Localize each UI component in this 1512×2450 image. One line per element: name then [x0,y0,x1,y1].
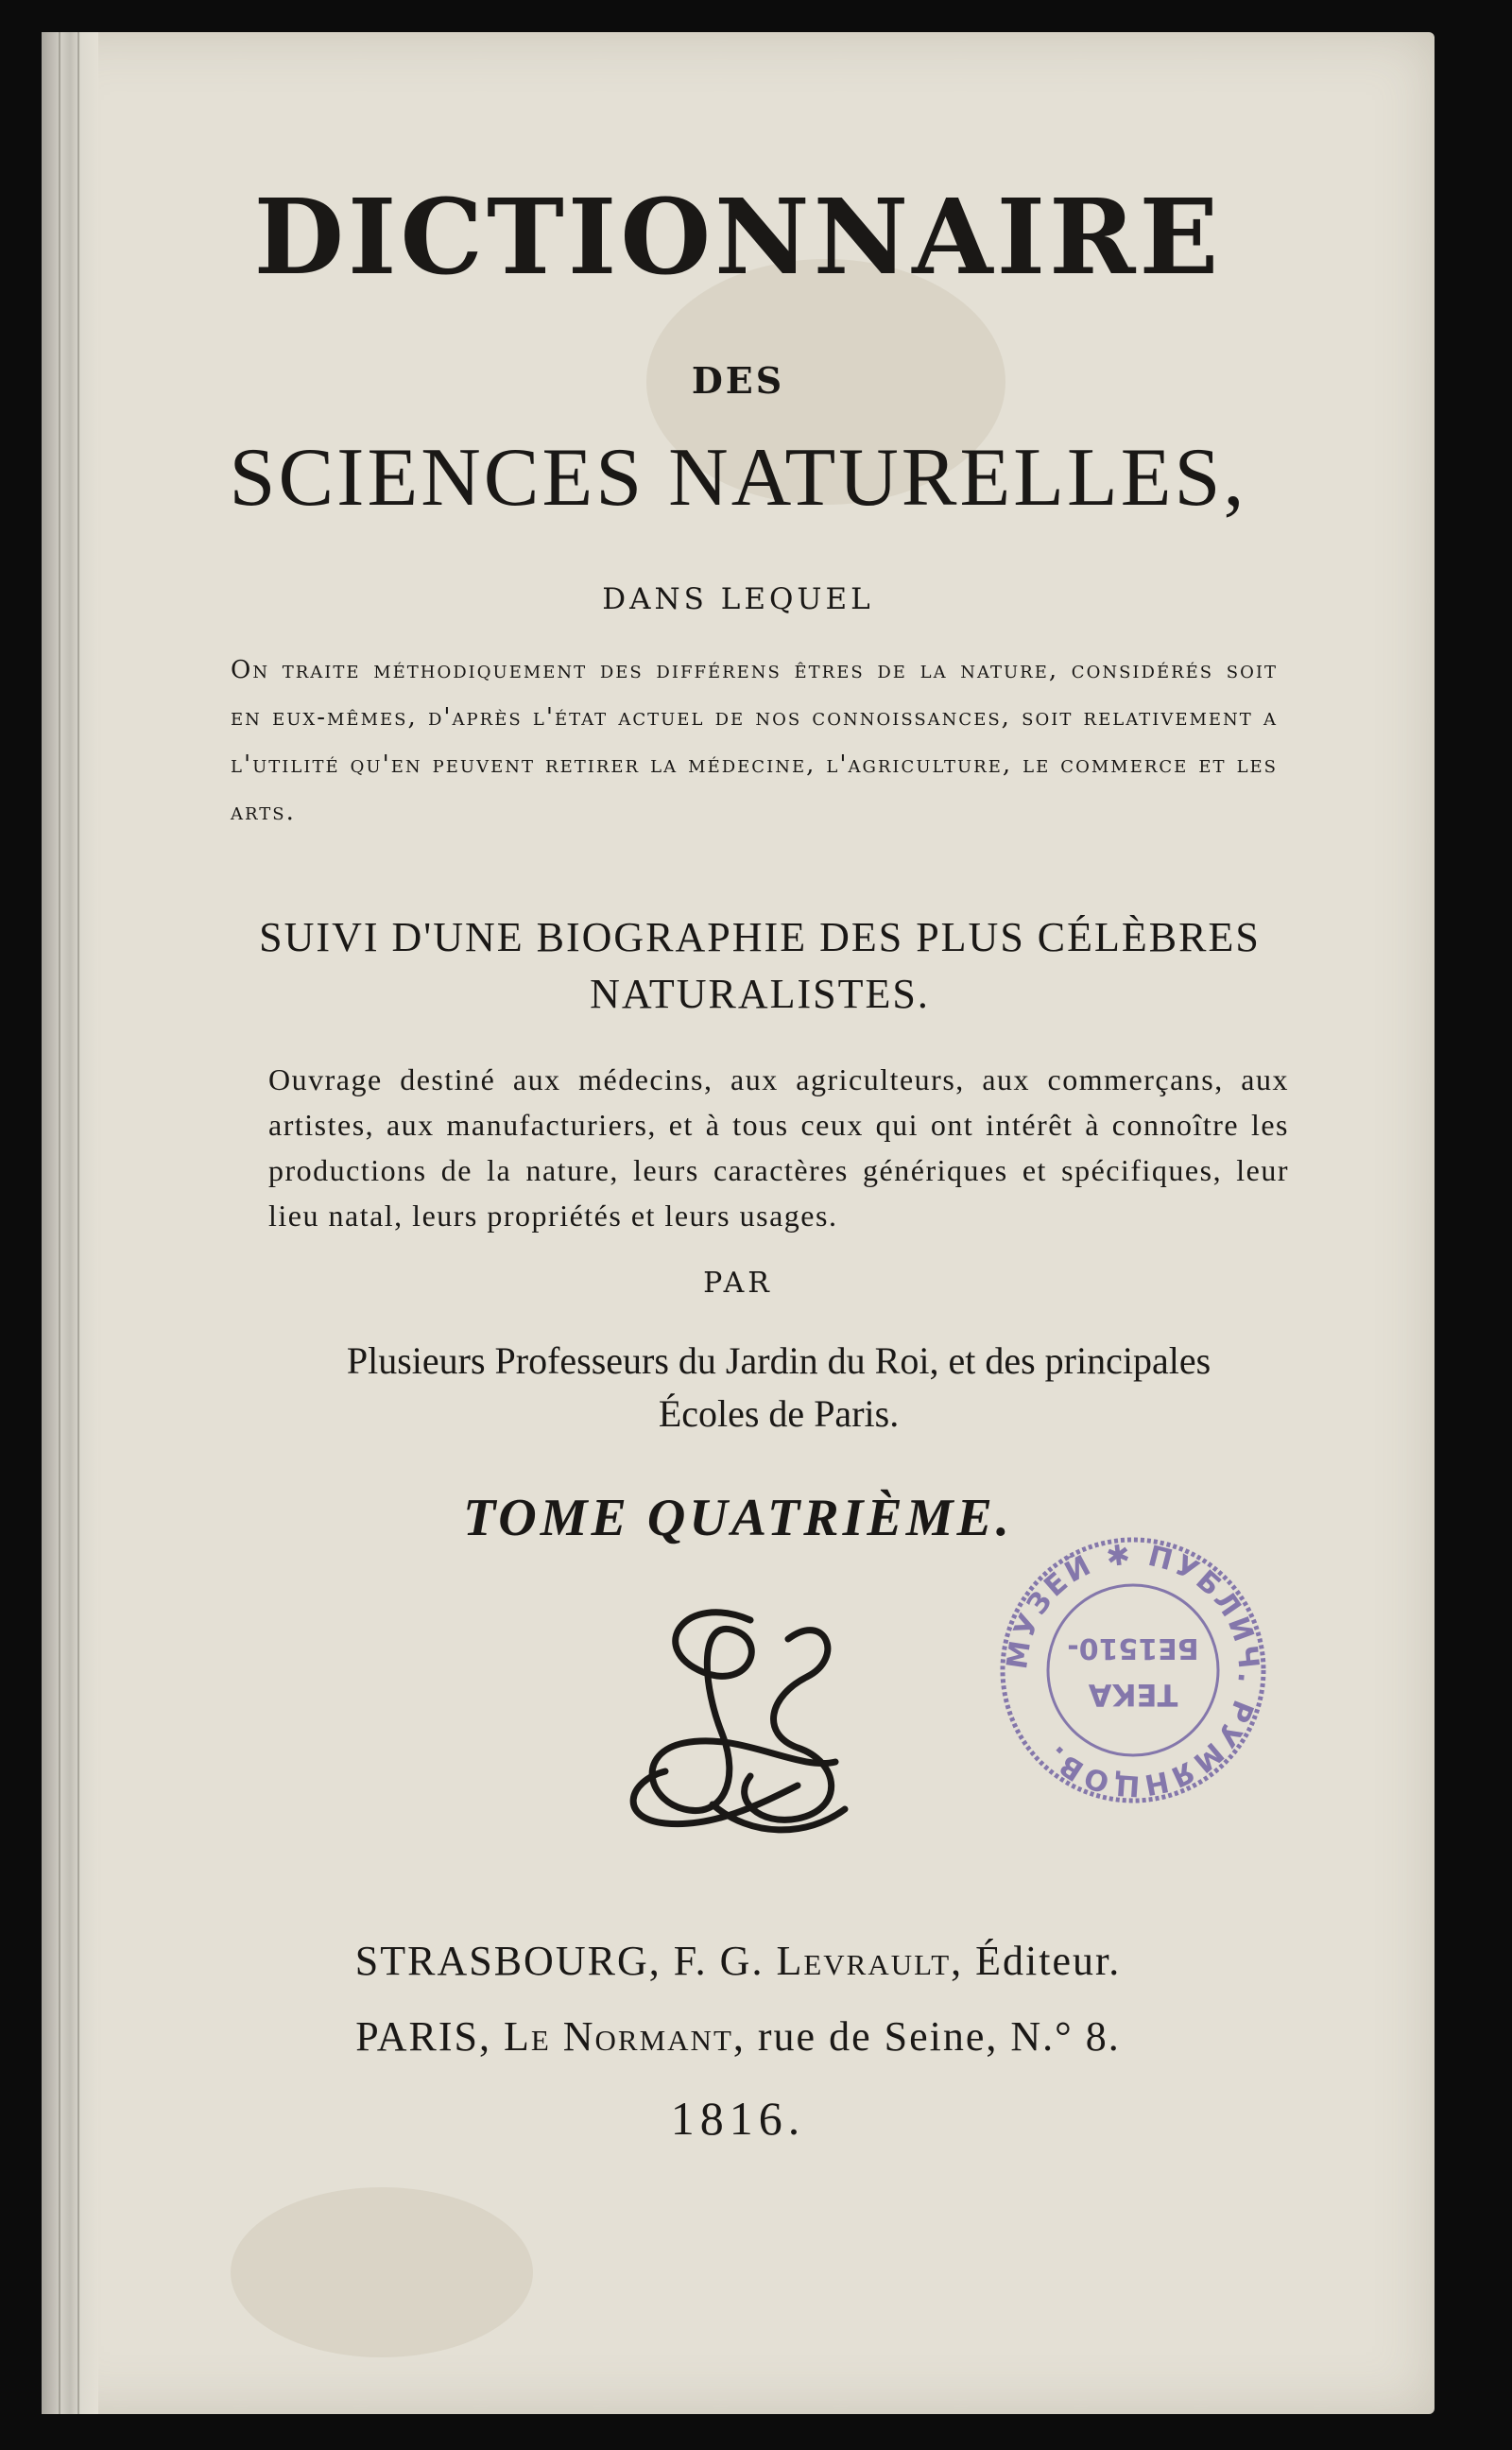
book-subtitle: SCIENCES NATURELLES, [229,432,1247,524]
stamp-line2: БЕ1510- [1067,1631,1199,1665]
book-description: On traite méthodiquement des différens êtres de la nature, considérés soit en eux-mêmes, d'après l'état actuel de nos connoissances, soit relativement a l'utilité qu'en peuvent retirer la médecine, l'agriculture, le commerce et les arts. [231,656,1278,826]
audience-paragraph: Ouvrage destiné aux médecins, aux agriculteurs, aux commerçans, aux artistes, aux manufacturiers, et à tous ceux qui ont intérêt à connoître les productions de la nature, leurs caractères génériques et spécifiques, leur lieu natal, leurs propriétés et leurs usages. [268,1062,1289,1233]
stamp-ring-text: МУЗЕЙ ✱ ПУБЛИЧ. РУМЯНЦОВ. [1001,1538,1265,1803]
imprint-role: , Éditeur. [951,1938,1122,1984]
stamp-line1: ТЕКА [1088,1677,1178,1713]
authors-line1: Plusieurs Professeurs du Jardin du Roi, et des principales [346,1339,1211,1382]
imprint-address: , rue de Seine, N.° 8. [732,2013,1121,2060]
imprint-initials: F. G. [673,1938,765,1984]
paper-stain [231,2187,533,2357]
imprint-strasbourg [42,1937,1435,1985]
title-page [42,32,1435,2414]
imprint-city: PARIS, [355,2013,491,2060]
imprint-city: STRASBOURG, [354,1938,662,1984]
imprint-paris [42,2012,1435,2061]
publication-year: 1816. [670,2092,806,2145]
biography-heading-line1: SUIVI D'UNE BIOGRAPHIE DES PLUS CÉLÈBRES [259,914,1261,960]
volume-label: TOME QUATRIÈME. [463,1489,1013,1547]
imprint-publisher: Le Normant [503,2013,733,2060]
publisher-monogram [609,1582,864,1847]
authors [240,1335,1317,1441]
imprint-publisher: Levrault [776,1938,952,1984]
library-stamp [996,1533,1270,1807]
biography-heading-line2: NATURALISTES. [590,971,930,1017]
biography-heading [240,909,1280,1023]
dans-lequel: DANS LEQUEL [602,582,874,616]
authors-line2: Écoles de Paris. [658,1392,900,1435]
stamp-inner-ring [1048,1585,1218,1755]
title-connector: DES [691,359,785,402]
monogram-letters: LS [736,1842,738,1843]
par-label: PAR [703,1267,773,1300]
book-title: DICTIONNAIRE [253,176,1223,298]
